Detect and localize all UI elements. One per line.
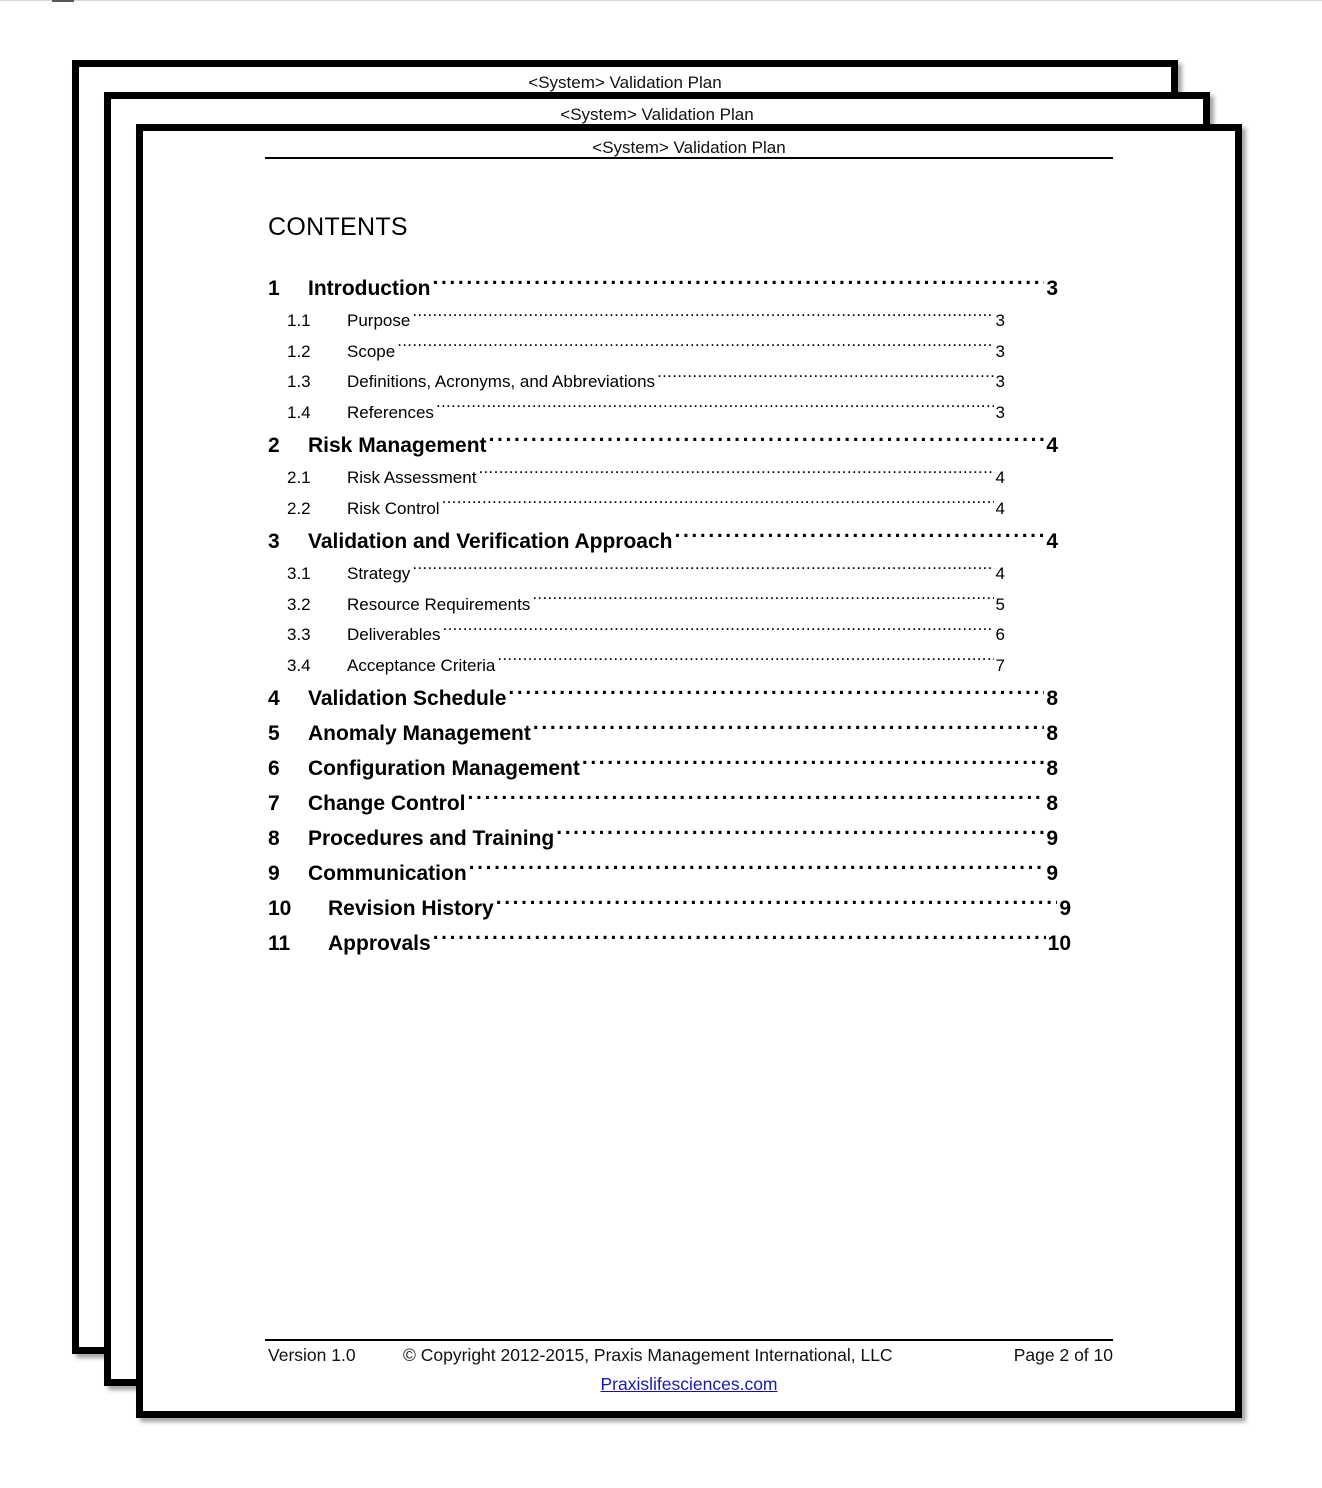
footer-divider xyxy=(265,1339,1113,1341)
toc-dot-leader xyxy=(496,894,1058,915)
toc-entry-page-number: 3 xyxy=(995,311,1005,330)
toc-dot-leader xyxy=(412,562,993,579)
toc-entry-title: Strategy xyxy=(347,564,411,583)
toc-entry-number: 3.3 xyxy=(287,625,311,644)
back-page-header-title: <System> Validation Plan xyxy=(528,73,722,92)
website-link[interactable]: Praxislifesciences.com xyxy=(600,1374,778,1394)
footer-version: Version 1.0 xyxy=(268,1345,356,1365)
toc-entry-page-number: 4 xyxy=(995,564,1005,583)
footer-page-indicator: Page 2 of 10 xyxy=(1013,1345,1113,1365)
toc-entry-title: Validation Schedule xyxy=(308,687,507,710)
toc-dot-leader xyxy=(533,719,1044,740)
footer-copyright: © Copyright 2012-2015, Praxis Management International, LLC xyxy=(403,1345,893,1365)
toc-entry-section[interactable] xyxy=(268,926,1071,961)
toc-entry-title: Deliverables xyxy=(347,625,441,644)
toc-entry-number: 1 xyxy=(268,277,280,300)
toc-dot-leader xyxy=(412,309,993,326)
contents-heading: CONTENTS xyxy=(268,213,408,241)
toc-entry-page-number: 10 xyxy=(1047,932,1071,955)
toc-dot-leader xyxy=(582,754,1044,775)
toc-entry-page-number: 8 xyxy=(1046,687,1058,710)
footer-website-link-row xyxy=(143,1374,1235,1395)
toc-dot-leader xyxy=(497,654,993,671)
toc-entry-number: 11 xyxy=(268,932,291,955)
toc-entry-title: Revision History xyxy=(328,897,494,920)
toc-entry-page-number: 8 xyxy=(1046,722,1058,745)
toc-dot-leader xyxy=(478,466,993,483)
toc-entry-page-number: 5 xyxy=(995,594,1005,614)
toc-entry-page-number: 4 xyxy=(1046,434,1058,457)
toc-entry-number: 3.2 xyxy=(287,594,311,614)
toc-entry-number: 3.1 xyxy=(287,564,311,583)
toc-entry-page-number: 9 xyxy=(1059,897,1071,920)
toc-entry-page-number: 7 xyxy=(995,655,1005,675)
toc-entry-number: 5 xyxy=(268,722,280,745)
toc-entry-subsection[interactable] xyxy=(268,306,1005,337)
toc-entry-page-number: 4 xyxy=(995,498,1005,518)
toc-entry-number: 6 xyxy=(268,757,280,780)
toc-entry-subsection[interactable] xyxy=(268,463,1005,494)
toc-entry-page-number: 9 xyxy=(1046,862,1058,885)
toc-entry-title: Change Control xyxy=(308,792,466,815)
toc-entry-section[interactable] xyxy=(268,681,1058,716)
toc-entry-number: 7 xyxy=(268,792,280,815)
toc-entry-page-number: 8 xyxy=(1046,792,1058,815)
toc-entry-section[interactable] xyxy=(268,271,1058,306)
toc-entry-title: Anomaly Management xyxy=(308,722,531,745)
toc-dot-leader xyxy=(489,431,1045,452)
toc-entry-number: 4 xyxy=(268,687,280,710)
toc-entry-section[interactable] xyxy=(268,751,1058,786)
toc-entry-title: Introduction xyxy=(308,277,431,300)
toc-entry-title: Communication xyxy=(308,862,467,885)
toc-entry-title: Purpose xyxy=(347,311,411,330)
toc-entry-subsection[interactable] xyxy=(268,590,1005,621)
middle-page-header-title: <System> Validation Plan xyxy=(560,105,754,124)
toc-dot-leader xyxy=(657,370,993,387)
toc-entry-section[interactable] xyxy=(268,524,1058,559)
toc-entry-number: 3 xyxy=(268,530,280,553)
toc-entry-subsection[interactable] xyxy=(268,651,1005,682)
toc-dot-leader xyxy=(443,623,994,640)
toc-entry-subsection[interactable] xyxy=(268,620,1005,651)
toc-entry-title: Risk Assessment xyxy=(347,468,477,487)
toc-entry-number: 1.3 xyxy=(287,372,311,391)
toc-entry-number: 2 xyxy=(268,434,280,457)
header-divider xyxy=(265,157,1113,159)
toc-entry-title: Risk Management xyxy=(308,434,487,457)
toc-entry-page-number: 8 xyxy=(1046,757,1058,780)
toc-entry-title: Scope xyxy=(347,341,396,361)
toc-entry-page-number: 9 xyxy=(1046,827,1058,850)
toc-entry-page-number: 4 xyxy=(1046,530,1058,553)
toc-entry-page-number: 3 xyxy=(995,402,1005,422)
toc-dot-leader xyxy=(442,497,994,514)
front-page-sheet xyxy=(136,124,1242,1418)
toc-entry-section[interactable] xyxy=(268,428,1058,463)
toc-dot-leader xyxy=(508,684,1044,705)
toc-entry-title: Risk Control xyxy=(347,498,440,518)
toc-entry-number: 1.2 xyxy=(287,341,311,361)
toc-entry-number: 1.1 xyxy=(287,311,311,330)
toc-entry-section[interactable] xyxy=(268,856,1058,891)
toc-dot-leader xyxy=(436,401,994,418)
toc-entry-title: Configuration Management xyxy=(308,757,580,780)
toc-dot-leader xyxy=(468,789,1045,810)
table-of-contents xyxy=(268,271,1071,961)
toc-entry-number: 1.4 xyxy=(287,402,311,422)
toc-entry-number: 8 xyxy=(268,827,280,850)
toc-entry-section[interactable] xyxy=(268,821,1058,856)
toc-entry-title: Approvals xyxy=(328,932,431,955)
toc-dot-leader xyxy=(433,929,1046,950)
toc-entry-section[interactable] xyxy=(268,786,1058,821)
top-left-mark xyxy=(52,0,74,2)
toc-dot-leader xyxy=(397,340,993,357)
toc-entry-number: 9 xyxy=(268,862,280,885)
toc-entry-subsection[interactable] xyxy=(268,494,1005,525)
toc-entry-subsection[interactable] xyxy=(268,367,1005,398)
toc-entry-number: 10 xyxy=(268,897,292,920)
toc-entry-title: Definitions, Acronyms, and Abbreviations xyxy=(347,372,656,391)
toc-entry-page-number: 4 xyxy=(995,468,1005,487)
toc-entry-subsection[interactable] xyxy=(268,337,1005,368)
top-border-line xyxy=(0,0,1322,1)
toc-entry-section[interactable] xyxy=(268,716,1058,751)
toc-dot-leader xyxy=(556,824,1044,845)
toc-entry-subsection[interactable] xyxy=(268,398,1005,429)
toc-entry-subsection[interactable] xyxy=(268,559,1005,590)
toc-dot-leader xyxy=(469,859,1045,880)
toc-entry-title: Validation and Verification Approach xyxy=(308,530,673,553)
toc-entry-page-number: 3 xyxy=(995,341,1005,361)
toc-dot-leader xyxy=(432,274,1044,295)
toc-entry-title: References xyxy=(347,402,434,422)
front-page-header-title: <System> Validation Plan xyxy=(592,138,786,157)
toc-entry-section[interactable] xyxy=(268,891,1071,926)
toc-entry-title: Procedures and Training xyxy=(308,827,555,850)
toc-entry-title: Acceptance Criteria xyxy=(347,655,496,675)
toc-entry-number: 3.4 xyxy=(287,655,311,675)
toc-entry-number: 2.1 xyxy=(287,468,311,487)
toc-entry-number: 2.2 xyxy=(287,498,311,518)
toc-entry-page-number: 3 xyxy=(995,372,1005,391)
toc-dot-leader xyxy=(674,527,1044,548)
toc-dot-leader xyxy=(532,593,993,610)
toc-entry-page-number: 6 xyxy=(995,625,1005,644)
toc-entry-title: Resource Requirements xyxy=(347,594,531,614)
toc-entry-page-number: 3 xyxy=(1046,277,1058,300)
